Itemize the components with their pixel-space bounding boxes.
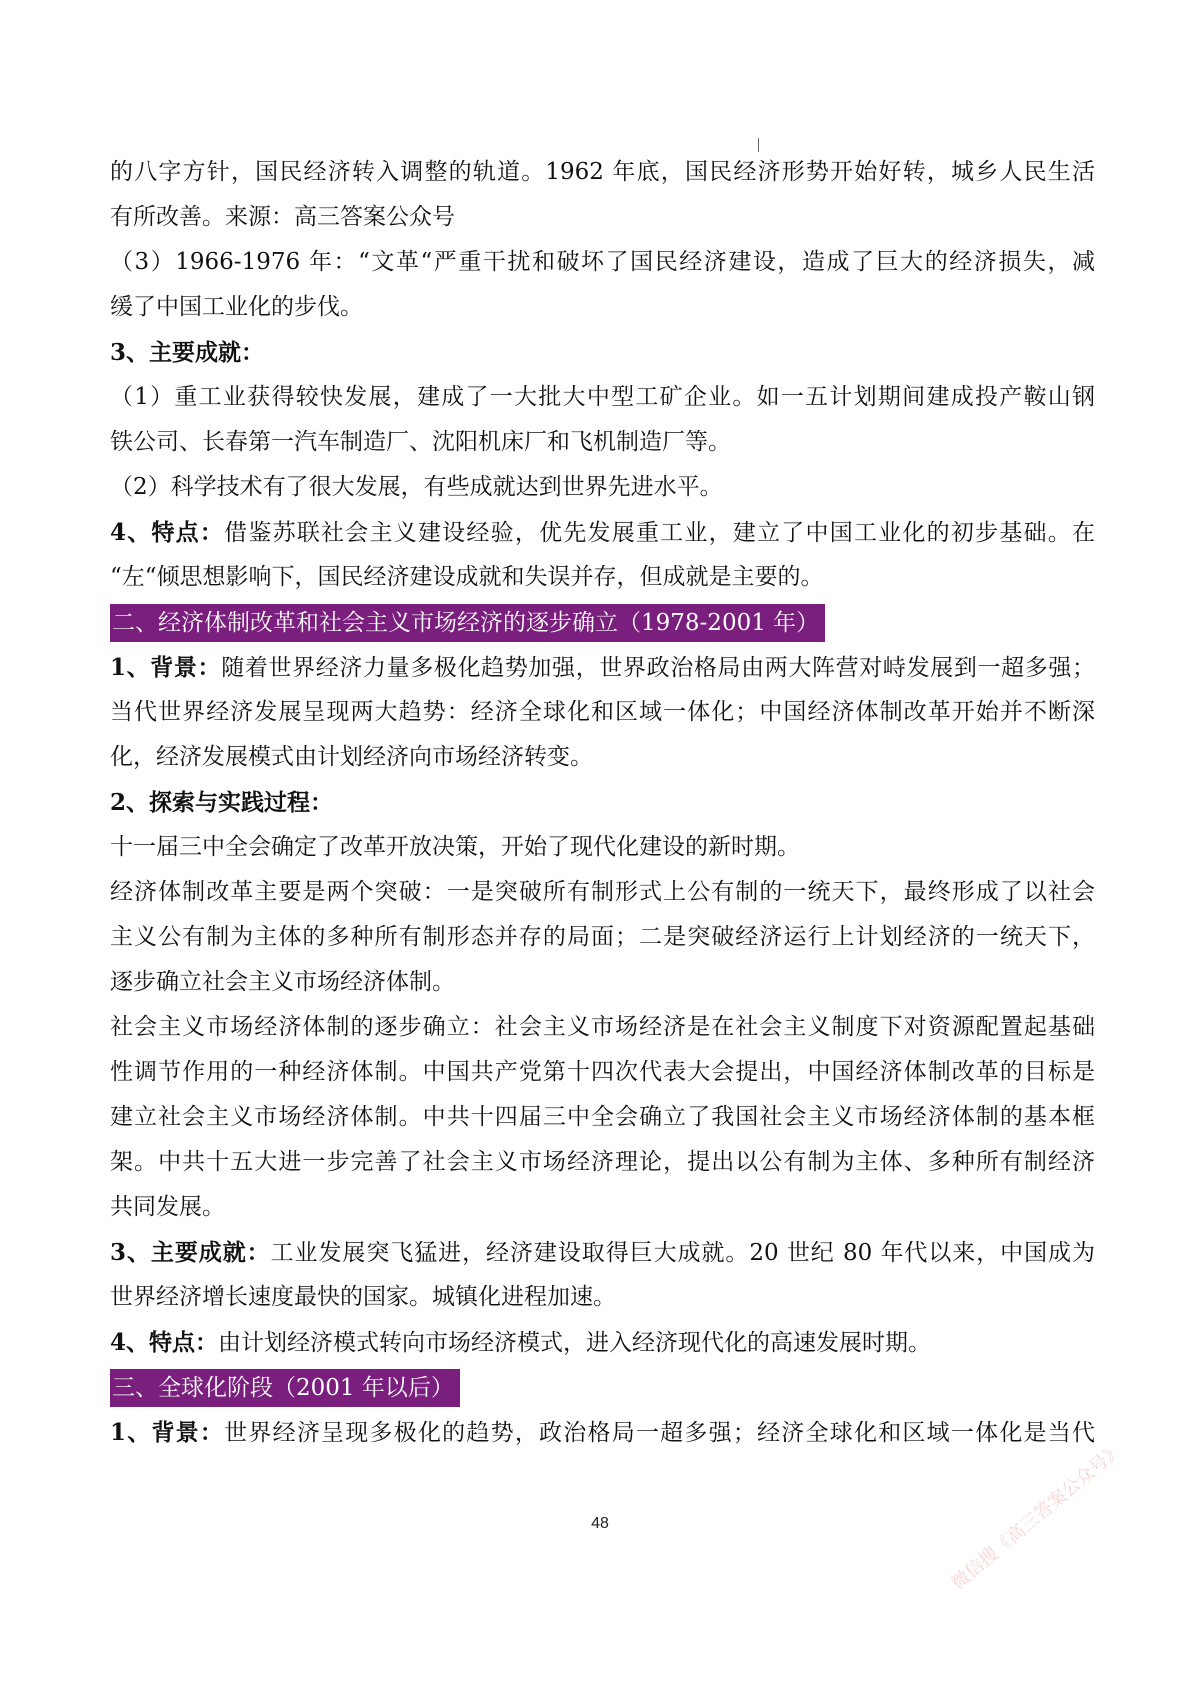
text-line: 十一届三中全会确定了改革开放决策，开始了现代化建设的新时期。 <box>110 834 800 860</box>
text-line: 当代世界经济发展呈现两大趋势：经济全球化和区域一体化；中国经济体制改革开始并不断深 <box>110 699 1095 725</box>
text-line: “左“倾思想影响下，国民经济建设成就和失误并存，但成就是主要的。 <box>110 564 824 590</box>
background-text: 世界经济呈现多极化的趋势，政治格局一超多强；经济全球化和区域一体化是当代 <box>224 1420 1095 1446</box>
features-paragraph <box>110 1320 1095 1365</box>
section-title-2: 二、经济体制改革和社会主义市场经济的逐步确立（1978-2001 年） <box>110 604 825 642</box>
page-number: 48 <box>591 1515 609 1532</box>
text-line: 铁公司、长春第一汽车制造厂、沈阳机床厂和飞机制造厂等。 <box>110 429 731 455</box>
watermark: 微信搜《高三答案公众号》 <box>947 1439 1127 1595</box>
achievements-heading: 3、主要成就： <box>110 339 265 366</box>
text-line: 经济体制改革主要是两个突破：一是突破所有制形式上公有制的一统天下，最终形成了以社会 <box>110 879 1095 905</box>
text-line: 主义公有制为主体的多种所有制形态并存的局面；二是突破经济运行上计划经济的一统天下， <box>110 924 1095 950</box>
achievements-lead: 3、主要成就： <box>110 1239 271 1266</box>
background-paragraph <box>110 645 1095 690</box>
background-text: 随着世界经济力量多极化趋势加强，世界政治格局由两大阵营对峙发展到一超多强； <box>221 655 1095 681</box>
text-line: 建立社会主义市场经济体制。中共十四届三中全会确立了我国社会主义市场经济体制的基本框 <box>110 1104 1095 1130</box>
text-line: （2）科学技术有了很大发展，有些成就达到世界先进水平。 <box>110 474 723 500</box>
achievements-text: 工业发展突飞猛进，经济建设取得巨大成就。20 世纪 80 年代以来，中国成为 <box>270 1240 1095 1266</box>
features-text: 由计划经济模式转向市场经济模式，进入经济现代化的高速发展时期。 <box>218 1330 932 1356</box>
text-line: （1）重工业获得较快发展，建成了一大批大中型工矿企业。如一五计划期间建成投产鞍山钢 <box>110 384 1095 410</box>
text-line: 架。中共十五大进一步完善了社会主义市场经济理论，提出以公有制为主体、多种所有制经济 <box>110 1149 1095 1175</box>
text-line: 缓了中国工业化的步伐。 <box>110 294 363 320</box>
process-heading: 2、探索与实践过程： <box>110 789 334 816</box>
features-paragraph <box>110 510 1095 555</box>
features-lead: 4、特点： <box>110 1329 219 1356</box>
section-heading <box>110 600 1095 645</box>
features-lead: 4、特点： <box>110 519 225 546</box>
text-line: 社会主义市场经济体制的逐步确立：社会主义市场经济是在社会主义制度下对资源配置起基础 <box>110 1014 1095 1040</box>
section-title-3: 三、全球化阶段（2001 年以后） <box>110 1369 460 1407</box>
text-line: 共同发展。 <box>110 1194 225 1220</box>
section-heading <box>110 1365 1095 1410</box>
text-line: 的八字方针，国民经济转入调整的轨道。1962 年底，国民经济形势开始好转，城乡人民生活 <box>110 159 1095 185</box>
text-line: （3）1966-1976 年：“文革“严重干扰和破坏了国民经济建设，造成了巨大的经济损失，减 <box>110 249 1095 275</box>
text-line: 有所改善。来源：高三答案公众号 <box>110 204 455 230</box>
text-line: 化，经济发展模式由计划经济向市场经济转变。 <box>110 744 593 770</box>
features-text: 借鉴苏联社会主义建设经验，优先发展重工业，建立了中国工业化的初步基础。在 <box>224 520 1095 546</box>
page-content <box>110 150 1095 1455</box>
background-lead: 1、背景： <box>110 1419 225 1446</box>
background-lead: 1、背景： <box>110 654 222 681</box>
text-line: 逐步确立社会主义市场经济体制。 <box>110 969 455 995</box>
text-line: 世界经济增长速度最快的国家。城镇化进程加速。 <box>110 1284 616 1310</box>
achievements-paragraph <box>110 1230 1095 1275</box>
text-line: 性调节作用的一种经济体制。中国共产党第十四次代表大会提出，中国经济体制改革的目标是 <box>110 1059 1095 1085</box>
background-paragraph <box>110 1410 1095 1455</box>
